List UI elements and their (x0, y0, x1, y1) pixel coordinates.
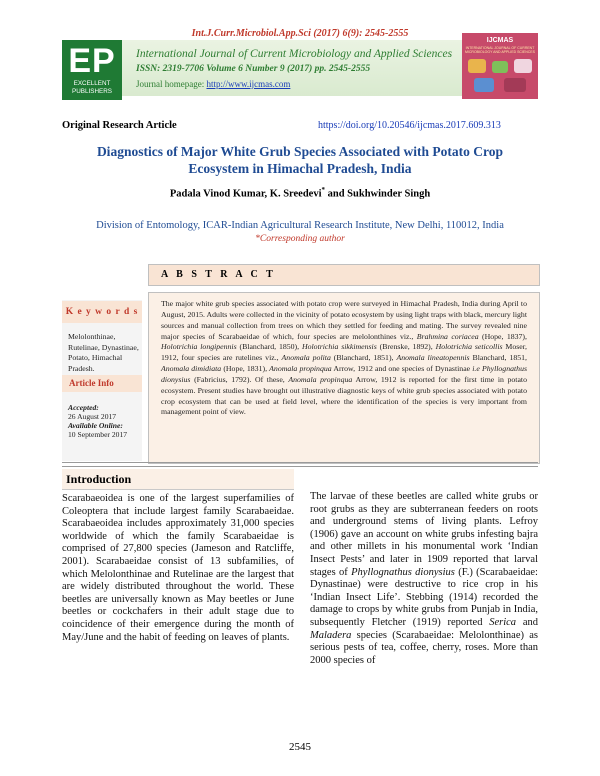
cover-photo-2 (492, 61, 508, 73)
online-label: Available Online: (68, 421, 123, 430)
accepted-date: 26 August 2017 (68, 412, 117, 421)
section-divider-bottom (62, 466, 538, 467)
abstract-segment: (Blanchard, 1850), (236, 342, 302, 352)
journal-homepage (136, 79, 290, 89)
journal-name: International Journal of Current Microbiology and Applied Sciences (136, 48, 453, 60)
intro-segment: The larvae of these beetles are called white grubs or root grubs as they are subterranean feeders on roots and underground stems of living plants. Lefroy (1906) gave an account on white grubs infesting bajra and other millets in his monumental work ‘Indian Insect Pests’ and later in 1909 reported that larval stages of (310, 491, 538, 578)
corresponding-author-note: *Corresponding author (255, 234, 345, 244)
journal-cover-image (462, 33, 538, 99)
species-name: i.e Phyllognathus dionysius (161, 364, 528, 384)
abstract-segment: (Brenske, 1892), (376, 342, 436, 352)
paper-title-line-2: Ecosystem in Himachal Pradesh, India (188, 161, 412, 176)
species-name: Holotrichia seticollis (435, 342, 503, 352)
abstract-segment: Arrow, 1912 and one species of Dynastinae (331, 364, 473, 374)
cover-photo-1 (468, 59, 486, 73)
author-list (0, 186, 600, 200)
homepage-label: Journal homepage: (136, 79, 207, 89)
abstract-segment: Blanchard, 1851, (469, 353, 527, 363)
corresponding-marker: * (321, 186, 325, 194)
article-info-heading: Article Info (69, 378, 114, 388)
keywords-heading: K e y w o r d s (65, 307, 139, 317)
abstract-box (148, 292, 540, 464)
intro-segment: and (516, 616, 538, 628)
species-name: Brahmina coriacea (416, 331, 479, 341)
species-name: Anomala dimidiata (161, 364, 222, 374)
abstract-segment: (Hope, 1837), (478, 331, 527, 341)
species-name: Anomala propinqua (288, 374, 353, 384)
homepage-link[interactable]: http://www.ijcmas.com (206, 79, 291, 89)
affiliation: Division of Entomology, ICAR-Indian Agricultural Research Institute, New Delhi, 110012, India (96, 220, 504, 231)
cover-heading: IJCMAS (486, 37, 514, 44)
species-name: Holotrichia longipennis (161, 342, 237, 352)
logo-letters: EP (68, 42, 116, 80)
intro-column-right (310, 491, 538, 667)
article-type: Original Research Article (62, 120, 177, 131)
intro-segment: (F.) (Scarabaeidae: Dynastinae) were destructive to rice crop in his ‘Indian Insect Life’. Stebbing (1914) recorded the damage to crops by white grubs from Punjab in India, subsequently Fletcher (1919) reported (310, 566, 538, 628)
doi-link[interactable]: https://doi.org/10.20546/ijcmas.2017.609.313 (318, 120, 501, 131)
abstract-segment: (Fabricius, 1792). Of these, (190, 374, 289, 384)
cover-photo-3 (514, 59, 532, 73)
logo-caption-line-2: PUBLISHERS (72, 87, 112, 95)
cover-title: INTERNATIONAL JOURNAL OF CURRENT MICROBIOLOGY AND APPLIED SCIENCES (465, 46, 535, 55)
intro-heading: Introduction (66, 472, 132, 486)
species-name: Maladera (310, 629, 352, 641)
intro-heading-bar (62, 469, 294, 490)
cover-photo-5 (504, 78, 526, 92)
abstract-heading: A B S T R A C T (161, 269, 276, 280)
cover-photo-4 (474, 78, 494, 92)
page-number: 2545 (289, 741, 311, 753)
section-divider-top (62, 462, 538, 463)
abstract-segment: Arrow, 1912 is reported for the first time in potato ecosystem. Present studies have brought out illustrative diagnostic keys of white grub species associated with potato crop ecosystem that can be used at field level, where the identification of the species is very important from management point of view. (161, 374, 527, 417)
logo-caption (62, 80, 122, 95)
paper-title-line-1: Diagnostics of Major White Grub Species Associated with Potato Crop (96, 144, 504, 159)
species-name: Anomala lineatopennis (396, 353, 470, 363)
species-name: Anomala polita (281, 353, 331, 363)
authors-part-1: Padala Vinod Kumar, K. Sreedevi (169, 188, 322, 200)
intro-column-left: Scarabaeoidea is one of the largest superfamilies of Coleoptera that include largest family Scarabaeidae. Scarabaeoidea includes approximately 31,000 species worldwide of which the family Scarabaeidae is comprised of 27,800 species (Jameson and Ratcliffe, 2001). Scarabaeidae consist of 13 subfamilies, of which Melolonthinae and Rutelinae are the largest that are widely distributed throughout the world. These beetles are universally known as May beetles or June beetles or cockchafers in their adult stage due to coincidence of their emergence during the month of May/June and the habit of feeding on leaves of plants. (62, 493, 294, 643)
logo-caption-line-1: EXCELLENT (73, 80, 111, 87)
abstract-text (161, 299, 527, 418)
species-name: Anomala propinqua (269, 364, 332, 374)
paper-title (0, 143, 600, 177)
keywords-list: Melolonthinae, Rutelinae, Dynastinae, Potato, Himachal Pradesh. (68, 332, 139, 373)
species-name: Phyllognathus dionysius (351, 566, 455, 578)
article-info-heading-bar (62, 375, 142, 392)
keywords-heading-bar (62, 301, 142, 323)
abstract-segment: (Hope, 1831), (221, 364, 270, 374)
species-name: Holotrichia sikkimensis (301, 342, 377, 352)
authors-part-2: and Sukhwinder Singh (325, 188, 431, 200)
publisher-logo (62, 40, 122, 100)
journal-reference: Int.J.Curr.Microbiol.App.Sci (2017) 6(9): 2545-2555 (191, 28, 409, 39)
journal-issn: ISSN: 2319-7706 Volume 6 Number 9 (2017) pp. 2545-2555 (136, 64, 371, 74)
abstract-segment: Moser, 1912, four species are rutelines viz., (161, 342, 527, 363)
intro-segment: species (Scarabaeidae: Melolonthinae) as serious pests of tea, coffee, cherry, roses. More than 2000 species of (310, 629, 538, 666)
article-info (68, 403, 142, 439)
abstract-segment: (Blanchard, 1851), (330, 353, 397, 363)
abstract-heading-bar (148, 264, 540, 286)
species-name: Serica (489, 616, 517, 628)
accepted-label: Accepted: (68, 403, 99, 412)
abstract-segment: The major white grub species associated with potato crop were surveyed in Himachal Pradesh, India during April to August, 2015. Adults were collected in the vicinity of potato ecosystem by using light traps with black, mercury light sources and manual collection from trees on which they settled for feeding and mating. The survey revealed nine major species of Scarabaeidae of which, four species are melolonthines viz., (161, 299, 527, 341)
online-date: 10 September 2017 (68, 430, 128, 439)
